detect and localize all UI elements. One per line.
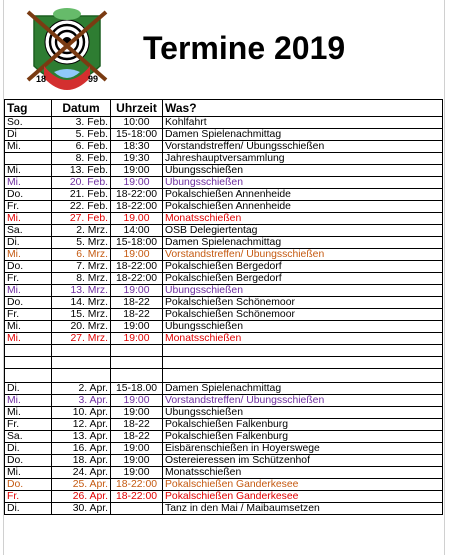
table-row [5, 333, 443, 345]
table-row [5, 455, 443, 467]
table-row [5, 479, 443, 491]
cell-tag: Do. [5, 297, 52, 309]
cell-was: Monatsschießen [163, 213, 443, 225]
cell-uhrzeit: 15-18:00 [111, 237, 163, 249]
cell-datum: 7. Mrz. [52, 261, 111, 273]
table-row [5, 407, 443, 419]
cell-uhrzeit: 19:00 [111, 321, 163, 333]
cell-datum: 27. Mrz. [52, 333, 111, 345]
cell-uhrzeit: 18-22:00 [111, 189, 163, 201]
cell-tag: Mi. [5, 285, 52, 297]
club-crest-logo [22, 6, 112, 98]
cell-datum: 10. Apr. [52, 407, 111, 419]
header-uhrzeit: Uhrzeit [111, 100, 163, 117]
table-row-empty [5, 345, 443, 357]
table-row [5, 165, 443, 177]
cell-datum: 5. Feb. [52, 129, 111, 141]
table-row [5, 117, 443, 129]
cell-datum: 5. Mrz. [52, 237, 111, 249]
cell-datum: 20. Mrz. [52, 321, 111, 333]
cell-was: Pokalschießen Annenheide [163, 201, 443, 213]
cell-was: Vorstandstreffen/ Ubungsschießen [163, 395, 443, 407]
cell-was: Ubungsschießen [163, 177, 443, 189]
cell-uhrzeit: 19:00 [111, 467, 163, 479]
cell-uhrzeit: 18-22:00 [111, 491, 163, 503]
cell-uhrzeit: 19:00 [111, 177, 163, 189]
table-row [5, 309, 443, 321]
cell-uhrzeit: 19:00 [111, 443, 163, 455]
table-spacer [5, 345, 443, 383]
cell-uhrzeit: 18-22:00 [111, 479, 163, 491]
cell-datum: 21. Feb. [52, 189, 111, 201]
table-row [5, 503, 443, 515]
svg-text:18: 18 [36, 74, 47, 84]
cell-was: Jahreshauptversammlung [163, 153, 443, 165]
table-row [5, 129, 443, 141]
cell-was: Pokalschießen Ganderkesee [163, 491, 443, 503]
header-was: Was? [163, 100, 443, 117]
cell-datum: 14. Mrz. [52, 297, 111, 309]
cell-tag: Fr. [5, 201, 52, 213]
cell-uhrzeit: 19:00 [111, 285, 163, 297]
table-row [5, 261, 443, 273]
cell-was: Damen Spielenachmittag [163, 383, 443, 395]
table-row [5, 249, 443, 261]
cell-datum: 2. Mrz. [52, 225, 111, 237]
table-row [5, 225, 443, 237]
cell-datum: 13. Mrz. [52, 285, 111, 297]
schedule-table [4, 99, 443, 515]
table-row [5, 141, 443, 153]
cell-uhrzeit: 19:30 [111, 153, 163, 165]
cell-tag [5, 153, 52, 165]
cell-tag: Mi. [5, 321, 52, 333]
cell-was: OSB Delegiertentag [163, 225, 443, 237]
cell-tag: Fr. [5, 419, 52, 431]
cell-datum: 27. Feb. [52, 213, 111, 225]
table-row [5, 321, 443, 333]
cell-datum: 22. Feb. [52, 201, 111, 213]
cell-was: Pokalschießen Falkenburg [163, 431, 443, 443]
table-row [5, 395, 443, 407]
cell-tag: Sa. [5, 431, 52, 443]
cell-datum: 20. Feb. [52, 177, 111, 189]
cell-tag: Mi. [5, 177, 52, 189]
cell-uhrzeit: 19:00 [111, 249, 163, 261]
cell-tag: Mi. [5, 467, 52, 479]
table-row [5, 383, 443, 395]
cell-uhrzeit: 18-22:00 [111, 201, 163, 213]
cell-was: Ubungsschießen [163, 165, 443, 177]
cell-was: Damen Spielenachmittag [163, 237, 443, 249]
cell-tag: Fr. [5, 491, 52, 503]
cell-tag: Mi. [5, 165, 52, 177]
table-row [5, 297, 443, 309]
cell-was: Kohlfahrt [163, 117, 443, 129]
cell-datum: 13. Feb. [52, 165, 111, 177]
cell-datum: 16. Apr. [52, 443, 111, 455]
table-row [5, 213, 443, 225]
cell-was: Pokalschießen Bergedorf [163, 273, 443, 285]
table-row [5, 285, 443, 297]
cell-was: Vorstandstreffen/ Ubungsschießen [163, 249, 443, 261]
svg-text:99: 99 [88, 74, 99, 84]
cell-tag: Mi. [5, 141, 52, 153]
table-row [5, 419, 443, 431]
page-title: Termine 2019 [143, 30, 346, 66]
cell-tag: Di [5, 129, 52, 141]
cell-was: Pokalschießen Falkenburg [163, 419, 443, 431]
cell-was: Pokalschießen Annenheide [163, 189, 443, 201]
table-header-row [5, 100, 443, 117]
table-row [5, 237, 443, 249]
table-row [5, 467, 443, 479]
cell-was: Pokalschießen Schönemoor [163, 309, 443, 321]
cell-uhrzeit: 19:00 [111, 407, 163, 419]
cell-uhrzeit: 19:00 [111, 333, 163, 345]
cell-was: Ubungsschießen [163, 321, 443, 333]
cell-uhrzeit [111, 503, 163, 515]
table-row [5, 273, 443, 285]
cell-datum: 26. Apr. [52, 491, 111, 503]
cell-uhrzeit: 18-22 [111, 431, 163, 443]
cell-datum: 13. Apr. [52, 431, 111, 443]
cell-uhrzeit: 18:30 [111, 141, 163, 153]
cell-tag: Mi. [5, 395, 52, 407]
cell-tag: Mi. [5, 213, 52, 225]
cell-tag: Mi. [5, 249, 52, 261]
cell-uhrzeit: 18-22:00 [111, 261, 163, 273]
cell-was: Ubungsschießen [163, 285, 443, 297]
gridline [444, 0, 445, 555]
cell-tag: Do. [5, 479, 52, 491]
cell-tag: Sa. [5, 225, 52, 237]
cell-was: Pokalschießen Ganderkesee [163, 479, 443, 491]
cell-datum: 15. Mrz. [52, 309, 111, 321]
cell-datum: 6. Mrz. [52, 249, 111, 261]
cell-was: Pokalschießen Bergedorf [163, 261, 443, 273]
table-row [5, 491, 443, 503]
cell-datum: 2. Apr. [52, 383, 111, 395]
cell-datum: 3. Feb. [52, 117, 111, 129]
table-body-apr [5, 383, 443, 515]
table-row [5, 201, 443, 213]
cell-datum: 12. Apr. [52, 419, 111, 431]
cell-tag: Di. [5, 503, 52, 515]
cell-uhrzeit: 10:00 [111, 117, 163, 129]
cell-uhrzeit: 18-22 [111, 309, 163, 321]
cell-was: Monatsschießen [163, 467, 443, 479]
cell-was: Ubungsschießen [163, 407, 443, 419]
cell-uhrzeit: 15-18.00 [111, 383, 163, 395]
cell-tag: So. [5, 117, 52, 129]
cell-tag: Di. [5, 443, 52, 455]
cell-was: Vorstandstreffen/ Ubungsschießen [163, 141, 443, 153]
cell-was: Eisbärenschießen in Hoyerswege [163, 443, 443, 455]
cell-uhrzeit: 18-22 [111, 297, 163, 309]
table-row-empty [5, 369, 443, 383]
table-row [5, 177, 443, 189]
cell-was: Tanz in den Mai / Maibaumsetzen [163, 503, 443, 515]
cell-uhrzeit: 15-18:00 [111, 129, 163, 141]
cell-uhrzeit: 18-22 [111, 419, 163, 431]
table-row [5, 153, 443, 165]
table-body-feb-mar [5, 117, 443, 345]
cell-uhrzeit: 19:00 [111, 395, 163, 407]
cell-datum: 18. Apr. [52, 455, 111, 467]
cell-tag: Di. [5, 237, 52, 249]
cell-uhrzeit: 14:00 [111, 225, 163, 237]
table-row-empty [5, 357, 443, 369]
cell-tag: Do. [5, 455, 52, 467]
cell-was: Damen Spielenachmittag [163, 129, 443, 141]
cell-tag: Fr. [5, 273, 52, 285]
table-row [5, 431, 443, 443]
cell-datum: 8. Mrz. [52, 273, 111, 285]
cell-uhrzeit: 19:00 [111, 165, 163, 177]
cell-tag: Do. [5, 189, 52, 201]
header-datum: Datum [52, 100, 111, 117]
cell-datum: 3. Apr. [52, 395, 111, 407]
header-tag: Tag [5, 100, 52, 117]
cell-datum: 25. Apr. [52, 479, 111, 491]
cell-was: Pokalschießen Schönemoor [163, 297, 443, 309]
cell-tag: Di. [5, 383, 52, 395]
cell-datum: 8. Feb. [52, 153, 111, 165]
cell-tag: Mi. [5, 407, 52, 419]
cell-datum: 6. Feb. [52, 141, 111, 153]
cell-was: Monatsschießen [163, 333, 443, 345]
table-row [5, 443, 443, 455]
cell-uhrzeit: 19.00 [111, 213, 163, 225]
cell-tag: Fr. [5, 309, 52, 321]
cell-datum: 24. Apr. [52, 467, 111, 479]
cell-uhrzeit: 19:00 [111, 455, 163, 467]
cell-datum: 30. Apr. [52, 503, 111, 515]
cell-tag: Mi. [5, 333, 52, 345]
cell-uhrzeit: 18-22:00 [111, 273, 163, 285]
cell-was: Ostereieressen im Schützenhof [163, 455, 443, 467]
cell-tag: Do. [5, 261, 52, 273]
table-row [5, 189, 443, 201]
